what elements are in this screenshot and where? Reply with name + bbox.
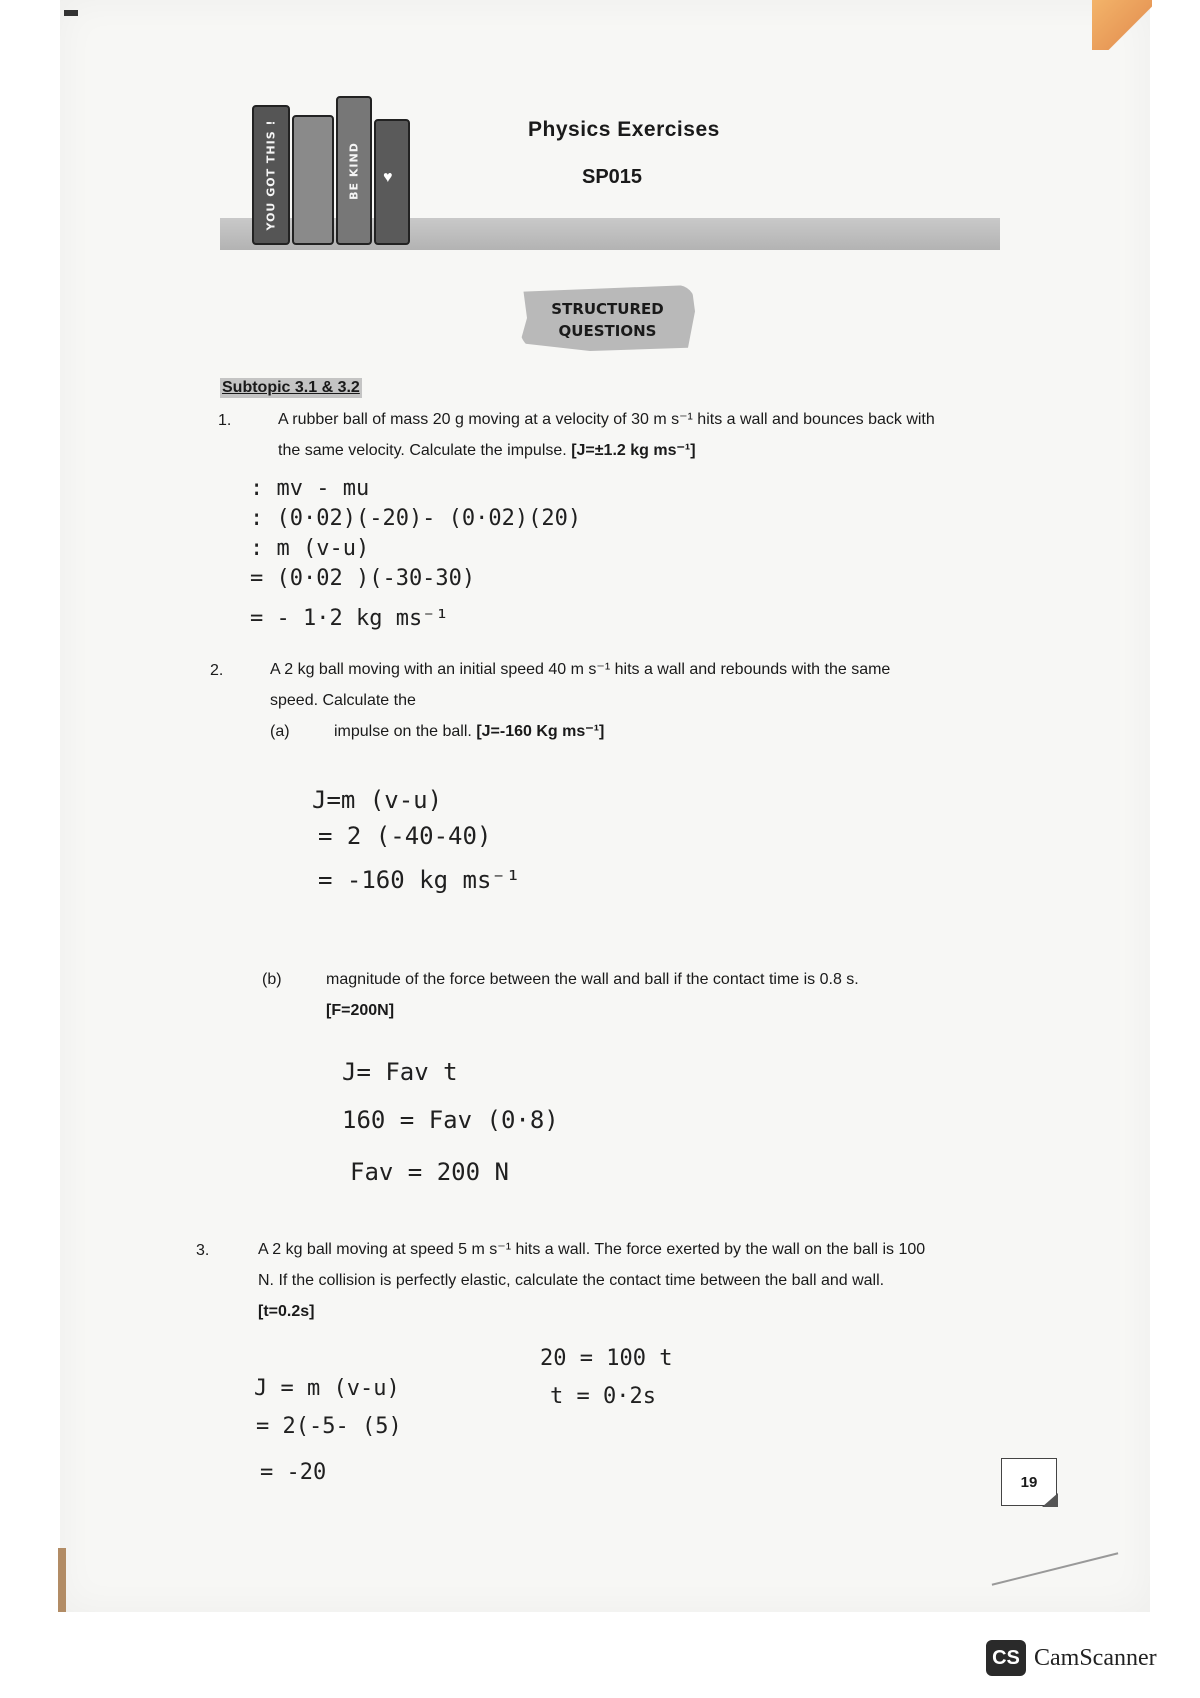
q1-working-1: : mv - mu bbox=[250, 476, 370, 501]
question-2-line-1: A 2 kg ball moving with an initial speed 40 m s⁻¹ hits a wall and rebounds with the same bbox=[270, 661, 891, 678]
camscanner-watermark bbox=[986, 1640, 1157, 1676]
book-4 bbox=[374, 119, 410, 245]
question-3-answer: [t=0.2s] bbox=[258, 1303, 315, 1320]
q1-working-5: = - 1·2 kg ms⁻¹ bbox=[250, 606, 449, 631]
question-1-answer: [J=±1.2 kg ms⁻¹] bbox=[571, 442, 696, 459]
q2a-working-3: = -160 kg ms⁻¹ bbox=[318, 866, 521, 894]
question-2b-answer: [F=200N] bbox=[326, 1002, 395, 1019]
page-number bbox=[1001, 1458, 1057, 1506]
question-2b-prompt: magnitude of the force between the wall and ball if the contact time is 0.8 s. bbox=[326, 971, 859, 988]
question-1-text bbox=[278, 404, 1018, 466]
question-2a-text bbox=[334, 716, 604, 747]
question-3-line-1: A 2 kg ball moving at speed 5 m s⁻¹ hits a wall. The force exerted by the wall on the ball is 100 bbox=[258, 1241, 926, 1258]
book-3 bbox=[336, 96, 372, 245]
scan-edge bbox=[58, 1548, 66, 1612]
book-spine-text: YOU GOT THIS ! bbox=[264, 119, 278, 231]
course-code: SP015 bbox=[582, 166, 643, 188]
q1-working-2: : (0·02)(-20)- (0·02)(20) bbox=[250, 506, 582, 531]
question-3-number: 3. bbox=[196, 1242, 210, 1259]
q3-working-right-2: t = 0·2s bbox=[550, 1384, 656, 1409]
page-number-text: 19 bbox=[1020, 1473, 1038, 1491]
q2b-working-3: Fav = 200 N bbox=[350, 1158, 509, 1186]
question-1-line-1: A rubber ball of mass 20 g moving at a velocity of 30 m s⁻¹ hits a wall and bounces back with bbox=[278, 411, 935, 428]
q2b-working-1: J= Fav t bbox=[342, 1058, 458, 1086]
q2a-working-1: J=m (v-u) bbox=[312, 786, 443, 814]
question-2a-answer: [J=-160 Kg ms⁻¹] bbox=[476, 723, 605, 740]
badge-line-1: STRUCTURED bbox=[551, 300, 664, 318]
q2b-working-2: 160 = Fav (0·8) bbox=[342, 1106, 559, 1134]
camscanner-name: CamScanner bbox=[1034, 1644, 1157, 1671]
question-2b-text bbox=[326, 964, 1016, 1026]
book-2 bbox=[292, 115, 334, 245]
q1-working-3: : m (v-u) bbox=[250, 536, 370, 561]
question-3-line-2: N. If the collision is perfectly elastic, calculate the contact time between the ball and wall. bbox=[258, 1272, 885, 1289]
corner-decoration bbox=[1092, 0, 1152, 50]
question-2-text bbox=[270, 654, 1010, 716]
q1-working-4: = (0·02 )(-30-30) bbox=[250, 566, 476, 591]
heart-icon: ♥ bbox=[383, 169, 393, 186]
question-1-line-2: the same velocity. Calculate the impulse. bbox=[278, 442, 567, 459]
scan-mark bbox=[64, 10, 78, 16]
book-spine-text: BE KIND bbox=[347, 141, 361, 200]
q3-working-1: J = m (v-u) bbox=[254, 1376, 400, 1401]
q3-working-3: = -20 bbox=[260, 1460, 327, 1485]
question-2a-label: (a) bbox=[270, 723, 290, 740]
books-illustration bbox=[252, 100, 422, 245]
question-3-text bbox=[258, 1234, 1018, 1327]
question-2b-label: (b) bbox=[262, 971, 282, 988]
q3-working-2: = 2(-5- (5) bbox=[256, 1414, 402, 1439]
question-1-number: 1. bbox=[218, 412, 232, 429]
page-fold-icon bbox=[1042, 1493, 1058, 1507]
badge-line-2: QUESTIONS bbox=[558, 322, 657, 340]
page-title: Physics Exercises bbox=[528, 118, 720, 141]
question-2-line-2: speed. Calculate the bbox=[270, 692, 416, 709]
section-badge-text bbox=[520, 298, 695, 342]
book-1 bbox=[252, 105, 290, 245]
question-2-number: 2. bbox=[210, 662, 224, 679]
q3-working-right-1: 20 = 100 t bbox=[540, 1346, 673, 1371]
subtopic-heading: Subtopic 3.1 & 3.2 bbox=[222, 379, 360, 396]
question-2a-prompt: impulse on the ball. bbox=[334, 723, 472, 740]
page-margin bbox=[0, 0, 62, 1612]
camscanner-logo-icon: CS bbox=[986, 1640, 1026, 1676]
q2a-working-2: = 2 (-40-40) bbox=[318, 822, 492, 850]
